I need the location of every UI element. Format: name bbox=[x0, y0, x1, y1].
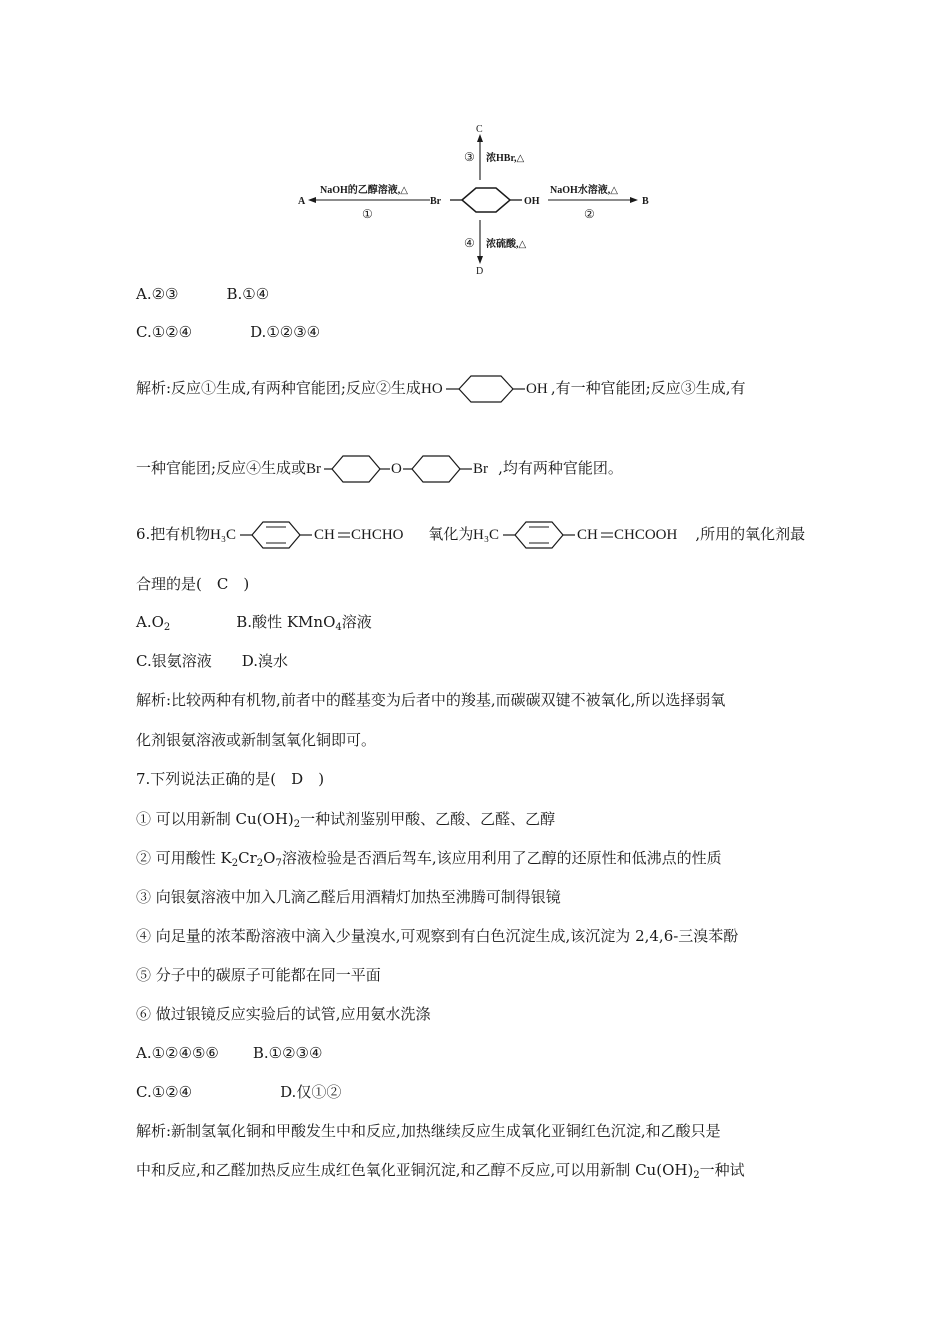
q5-explanation-line2 bbox=[136, 452, 623, 486]
br-label: Br bbox=[430, 196, 442, 207]
q5-option-c: C.①②④ bbox=[136, 323, 193, 341]
q7-statement-4: ④ 向足量的浓苯酚溶液中滴入少量溴水,可观察到有白色沉淀生成,该沉淀为 2,4,6-三溴苯酚 bbox=[136, 927, 739, 945]
q7-option-d: D.仅①② bbox=[280, 1083, 342, 1101]
q6-explanation-line1: 解析:比较两种有机物,前者中的醛基变为后者中的羧基,而碳碳双键不被氧化,所以选择弱氧 bbox=[136, 691, 726, 709]
cyclohexanediol-structure bbox=[421, 372, 551, 406]
q5-options-row1 bbox=[136, 284, 269, 304]
q7-option-a: A.①②④⑤⑥ bbox=[136, 1044, 219, 1062]
cinnamic-acid-structure bbox=[473, 518, 695, 552]
q6-options-row2 bbox=[136, 651, 288, 671]
q7-statement-5: ⑤ 分子中的碳原子可能都在同一平面 bbox=[136, 966, 381, 984]
chcho-label: CHCHO bbox=[351, 527, 404, 543]
oh-label-2: OH bbox=[525, 381, 548, 397]
product-b: B bbox=[642, 196, 649, 207]
q6-option-b: B.酸性 KMnO$_4$溶液 bbox=[236, 613, 372, 633]
cyclohexane-ring bbox=[462, 188, 510, 212]
q5-exp-text-2: ,有一种官能团;反应③生成,有 bbox=[550, 379, 746, 397]
reaction-2-number: ② bbox=[584, 207, 595, 221]
q7-explanation-line2: 中和反应,和乙醛加热反应生成红色氧化亚铜沉淀,和乙醇不反应,可以用新制 $Cu(OH)_2$一种试 bbox=[136, 1161, 745, 1181]
br-label-2: Br bbox=[473, 461, 489, 477]
reaction-4-number: ④ bbox=[464, 236, 475, 250]
q7-options-row2 bbox=[136, 1082, 341, 1102]
reaction-1-number: ① bbox=[362, 207, 373, 221]
q6-stem-text-3: ,所用的氧化剂最 bbox=[695, 525, 806, 543]
cinnamaldehyde-structure bbox=[210, 518, 428, 552]
product-d: D bbox=[476, 266, 484, 277]
br-label-1: Br bbox=[306, 461, 322, 477]
ch-label-1: CH bbox=[314, 527, 336, 543]
o-label: O bbox=[391, 461, 402, 477]
reaction-2-condition: NaOH水溶液,△ bbox=[550, 185, 618, 196]
arrow-right-head bbox=[630, 197, 638, 203]
q7-explanation-line1: 解析:新制氢氧化铜和甲酸发生中和反应,加热继续反应生成氧化亚铜红色沉淀,和乙酸只是 bbox=[136, 1122, 721, 1140]
q7-stem: 7.下列说法正确的是( D ) bbox=[136, 770, 325, 788]
q5-option-d: D.①②③④ bbox=[250, 323, 321, 341]
reaction-scheme-svg bbox=[290, 118, 670, 278]
q5-explanation-line1 bbox=[136, 372, 745, 406]
q5-exp2-text: 一种官能团;反应④生成或 bbox=[136, 459, 307, 477]
q5-options-row2 bbox=[136, 322, 320, 342]
chcooh-label: CHCOOH bbox=[614, 527, 678, 543]
q6-option-d: D.溴水 bbox=[241, 652, 288, 670]
reaction-3-condition: 浓HBr,△ bbox=[486, 153, 525, 164]
reaction-3-number: ③ bbox=[464, 150, 475, 164]
q7-statement-2: ② 可用酸性 $K_2Cr_2O_7$溶液检验是否酒后驾车,该应用利用了乙醇的还原性和低沸点的性质 bbox=[136, 849, 722, 869]
q6-option-c: C.银氨溶液 bbox=[136, 652, 212, 670]
q6-stem-text-2: 氧化为 bbox=[428, 525, 474, 543]
h3c-label-1: H₃C bbox=[210, 527, 237, 543]
q6-stem-line1 bbox=[136, 518, 805, 552]
q6-option-a: $A.O_2$ bbox=[136, 613, 171, 633]
reaction-scheme bbox=[290, 118, 670, 282]
arrow-up-head bbox=[477, 134, 483, 142]
q7-options-row1 bbox=[136, 1043, 322, 1063]
q5-exp-text: 解析:反应①生成,有两种官能团;反应②生成 bbox=[136, 379, 421, 397]
q5-option-a: A.②③ bbox=[136, 285, 179, 303]
reaction-4-condition: 浓硫酸,△ bbox=[486, 239, 527, 250]
q7-option-c: C.①②④ bbox=[136, 1083, 193, 1101]
q6-explanation-line2: 化剂银氨溶液或新制氢氧化铜即可。 bbox=[136, 731, 377, 749]
product-a: A bbox=[298, 196, 306, 207]
product-c: C bbox=[476, 124, 483, 135]
q7-statement-6: ⑥ 做过银镜反应实验后的试管,应用氨水洗涤 bbox=[136, 1005, 431, 1023]
arrow-down-head bbox=[477, 256, 483, 264]
arrow-left-head bbox=[308, 197, 316, 203]
q7-statement-1: ① 可以用新制 $Cu(OH)_2$一种试剂鉴别甲酸、乙酸、乙醛、乙醇 bbox=[136, 810, 556, 830]
ho-label: HO bbox=[420, 381, 443, 397]
q5-exp2-text-2: ,均有两种官能团。 bbox=[498, 459, 623, 477]
q7-option-b: B.①②③④ bbox=[252, 1044, 323, 1062]
h3c-label-2: H₃C bbox=[473, 527, 500, 543]
q6-stem-line2: 合理的是( C ) bbox=[136, 575, 250, 593]
q6-stem-text: 6.把有机物 bbox=[136, 525, 211, 543]
reaction-1-condition: NaOH的乙醇溶液,△ bbox=[320, 185, 408, 196]
q7-statement-3: ③ 向银氨溶液中加入几滴乙醛后用酒精灯加热至沸腾可制得银镜 bbox=[136, 888, 561, 906]
dibromo-ether-structure bbox=[306, 452, 498, 486]
q6-options-row1 bbox=[136, 612, 372, 632]
ch-label-2: CH bbox=[577, 527, 599, 543]
oh-label: OH bbox=[524, 196, 540, 207]
q5-option-b: B.①④ bbox=[226, 285, 270, 303]
